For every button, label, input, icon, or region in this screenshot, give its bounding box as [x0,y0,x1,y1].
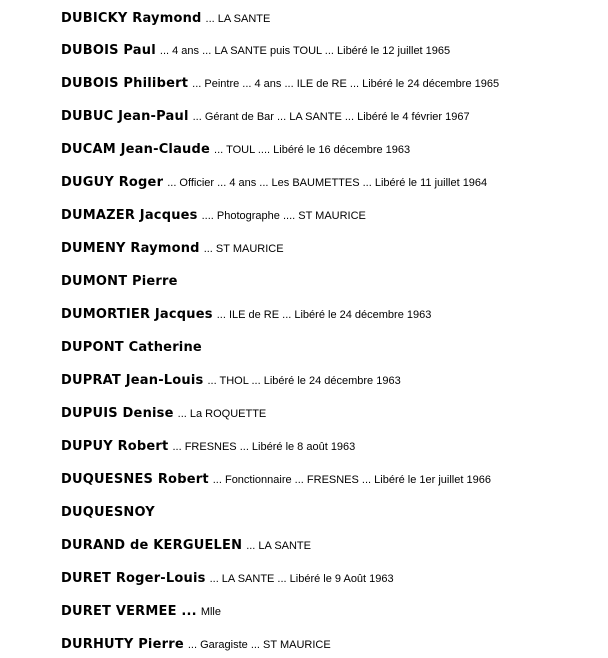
list-item [61,339,206,355]
entry-name: DURET VERMEE ... [61,604,197,619]
entry-detail: ... LA SANTE [246,540,311,552]
entry-name: DUBOIS Philibert [61,76,189,91]
entry-detail: ... LA SANTE ... Libéré le 9 Août 1963 [209,573,394,585]
list-item [61,141,410,157]
entry-detail: ... FRESNES ... Libéré le 8 août 1963 [172,441,356,453]
entry-detail: ... 4 ans ... LA SANTE puis TOUL ... Libéré le 12 juillet 1965 [159,45,451,57]
entry-name: DUPRAT Jean-Louis [61,373,204,388]
entry-name: DUMENY Raymond [61,241,200,256]
list-item [61,207,366,223]
list-item [61,570,394,586]
entry-name: DUMORTIER Jacques [61,307,213,322]
entry-name: DUMONT Pierre [61,274,178,289]
entry-detail: ... ILE de RE ... Libéré le 24 décembre 1963 [216,309,432,321]
entry-detail: ... La ROQUETTE [177,408,267,420]
list-item [61,108,470,124]
entry-name: DURHUTY Pierre [61,637,184,652]
entry-name: DUQUESNOY [61,505,155,520]
entry-name: DURET Roger-Louis [61,571,206,586]
list-item [61,10,270,26]
list-item [61,75,499,91]
list-item [61,537,311,553]
entry-detail: Mlle [200,606,221,618]
list-item [61,42,450,58]
entry-detail: ... Officier ... 4 ans ... Les BAUMETTES ... Libéré le 11 juillet 1964 [167,177,488,189]
entry-name: DURAND de KERGUELEN [61,538,243,553]
list-item [61,174,487,190]
entry-name: DUCAM Jean-Claude [61,142,211,157]
entry-name: DUPUY Robert [61,439,169,454]
list-item [61,636,331,652]
entry-detail: ... Fonctionnaire ... FRESNES ... Libéré le 1er juillet 1966 [212,474,491,486]
entry-detail: ... THOL ... Libéré le 24 décembre 1963 [207,375,401,387]
entry-name: DUGUY Roger [61,175,164,190]
list-item [61,372,401,388]
entry-name: DUBUC Jean-Paul [61,109,189,124]
list-item [61,405,266,421]
entry-name: DUPONT Catherine [61,340,202,355]
entry-detail: ... Gérant de Bar ... LA SANTE ... Libéré le 4 février 1967 [192,111,470,123]
entry-detail: ... TOUL .... Libéré le 16 décembre 1963 [214,144,411,156]
entry-detail: ... ST MAURICE [203,243,284,255]
entry-detail: ... Peintre ... 4 ans ... ILE de RE ... Libéré le 24 décembre 1965 [192,78,500,90]
entry-name: DUBOIS Paul [61,43,156,58]
list-item [61,273,182,289]
entry-detail: .... Photographe .... ST MAURICE [201,210,366,222]
list-item [61,603,221,619]
list-item [61,504,159,520]
list-item [61,240,284,256]
entry-detail: ... Garagiste ... ST MAURICE [187,639,331,651]
entry-name: DUQUESNES Robert [61,472,209,487]
list-item [61,306,431,322]
entry-name: DUPUIS Denise [61,406,174,421]
entry-name: DUMAZER Jacques [61,208,198,223]
list-item [61,438,355,454]
list-item [61,471,491,487]
entry-name: DUBICKY Raymond [61,11,202,26]
entry-detail: ... LA SANTE [205,13,271,25]
